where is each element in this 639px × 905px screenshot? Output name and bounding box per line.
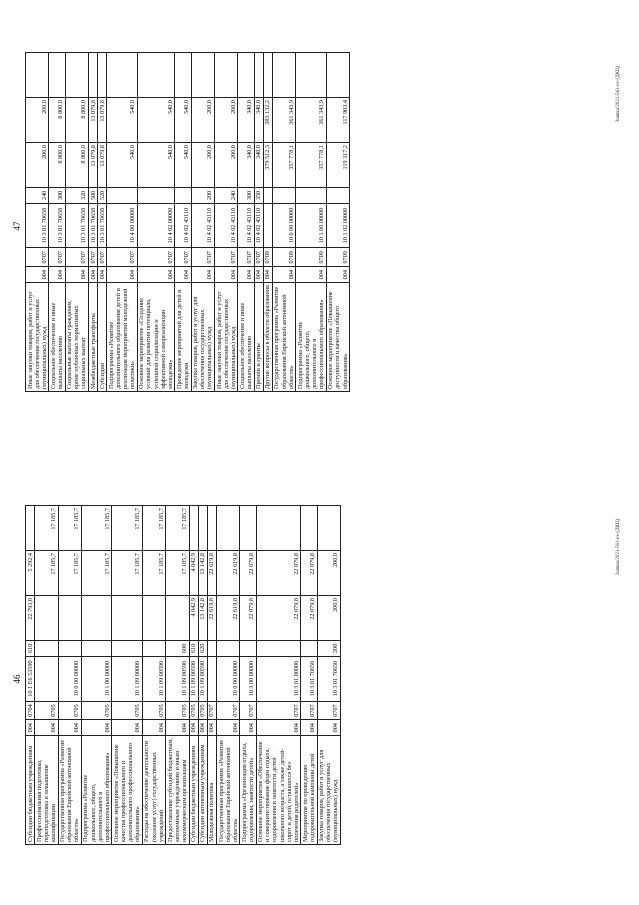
target-article-cell: 10 3 01 70650 [98,203,107,248]
amount-cell: 17 185,7 [112,506,143,551]
amount-cell: 22 079,8 [301,596,317,641]
expense-type-cell: 600 [166,641,189,657]
target-article-cell: 10 1 09 00590 [198,656,207,701]
amount-cell [296,53,327,98]
table-row [272,53,295,392]
ministry-code-cell: 004 [35,720,58,736]
row-name-cell: Подпрограмма «Развитие дошкольного, общего, дополнительного и профессионального образования» [296,283,327,392]
section-code-cell: 0707 [65,248,88,267]
amount-cell [272,53,295,98]
table-row [81,506,112,845]
amount-cell [238,53,254,98]
amount-cell: 383 132,2 [263,98,272,143]
amount-cell: 200,0 [26,98,49,143]
row-name-cell: Проведение мероприятий для детей и молодежи [175,283,191,392]
amount-cell: 4 042,9 [189,551,198,596]
target-article-cell: 10 1 00 00000 [296,203,327,248]
amount-cell: 17 185,7 [166,506,189,551]
expense-type-cell: 320 [65,188,88,204]
amount-cell: 8 800,0 [49,98,65,143]
ministry-code-cell: 004 [317,720,340,736]
amount-cell: 13 079,8 [89,143,98,188]
amount-cell [142,596,165,641]
row-name-cell: Мероприятия по проведению оздоровительной кампании детей [301,736,317,845]
table-row [142,506,165,845]
row-name-cell: Иные закупки товаров, работ и услуг для обеспечения государственных (муниципальных) нужд [215,283,238,392]
section-code-cell: 0707 [215,248,238,267]
target-article-cell: 10 3 01 00000 [256,656,301,701]
target-article-cell: 10 0 00 00000 [272,203,295,248]
expense-type-cell [256,641,301,657]
amount-cell [26,53,49,98]
amount-cell [81,596,112,641]
amount-cell [49,53,65,98]
ministry-code-cell: 004 [26,720,35,736]
page-number: 46 [12,674,22,684]
expense-type-cell [107,188,138,204]
table-row [189,506,198,845]
section-code-cell: 0709 [263,248,272,267]
section-code-cell: 0707 [191,248,214,267]
table-row [254,53,263,392]
row-name-cell: Социальные выплаты гражданам, кроме публичных нормативных социальных выплат [65,283,88,392]
amount-cell [175,53,191,98]
row-name-cell: Государственная программа «Развитие образования Еврейской автономной области» [272,283,295,392]
amount-cell [191,53,214,98]
amount-cell: 200,0 [215,143,238,188]
section-code-cell: 0707 [240,701,256,720]
target-article-cell [35,656,58,701]
amount-cell [256,506,301,551]
table-row [112,506,143,845]
amount-cell: 340,0 [254,98,263,143]
section-code-cell: 0709 [326,248,349,267]
table-row [301,506,317,845]
table-row [296,53,327,392]
ministry-code-cell: 004 [65,267,88,283]
section-code-cell: 0707 [137,248,175,267]
amount-cell: 22 619,8 [207,596,216,641]
expense-type-cell [142,641,165,657]
section-code-cell: 0707 [107,248,138,267]
row-name-cell: Премии и гранты [254,283,263,392]
amount-cell: 22 079,8 [256,551,301,596]
target-article-cell: 10 1 09 00590 [142,656,165,701]
section-code-cell: 0709 [296,248,327,267]
target-article-cell: 10 4 02 43110 [191,203,214,248]
amount-cell [65,53,88,98]
table-row [240,506,256,845]
table-row [107,53,138,392]
ministry-code-cell: 004 [81,720,112,736]
ministry-code-cell: 004 [137,267,175,283]
page-46 [0,453,639,905]
section-code-cell: 0705 [142,701,165,720]
amount-cell: 357 778,1 [272,143,295,188]
target-article-cell: 10 1 09 00590 [189,656,198,701]
expense-type-cell: 500 [89,188,98,204]
row-name-cell: Другие вопросы в области образования [263,283,272,392]
amount-cell: 5 292,4 [26,551,35,596]
amount-cell: 540,0 [107,143,138,188]
row-name-cell: Молодежная политика [207,736,216,845]
amount-cell: 17 185,7 [142,506,165,551]
amount-cell: 540,0 [137,143,175,188]
target-article-cell: 10 1 00 00000 [81,656,112,701]
amount-cell [166,596,189,641]
ministry-code-cell: 004 [238,267,254,283]
amount-cell [207,506,216,551]
amount-cell: 22 079,8 [240,551,256,596]
ministry-code-cell: 004 [296,267,327,283]
row-name-cell: Предоставление субсидий бюджетным, автономным учреждениям и иным некоммерческим организациям [166,736,189,845]
section-code-cell: 0707 [98,248,107,267]
page-footer: Заявка/2021-561-ex-(ДКЦ) [616,518,621,575]
section-code-cell: 0707 [317,701,340,720]
section-code-cell: 0707 [238,248,254,267]
table-row [65,53,88,392]
expense-type-cell [81,641,112,657]
table-row [198,506,207,845]
amount-cell: 4 042,9 [189,596,198,641]
amount-cell: 540,0 [137,98,175,143]
table-row [263,53,272,392]
amount-cell: 13 142,8 [198,551,207,596]
section-code-cell: 0707 [49,248,65,267]
row-name-cell: Подпрограмма «Развитие дошкольного, общего, дополнительного и профессионального образования» [81,736,112,845]
expense-type-cell: 200 [191,188,214,204]
ministry-code-cell: 004 [272,267,295,283]
amount-cell [217,506,240,551]
amount-cell: 340,0 [238,98,254,143]
row-name-cell: Социальное обеспечение и иные выплаты населению [238,283,254,392]
row-name-cell: Субсидии [98,283,107,392]
expense-type-cell: 610 [189,641,198,657]
amount-cell: 357 778,1 [296,143,327,188]
ministry-code-cell: 004 [49,267,65,283]
amount-cell: 17 185,7 [35,506,58,551]
amount-cell [26,506,35,551]
target-article-cell: 10 3 01 70650 [301,656,317,701]
amount-cell: 22 793,0 [26,596,35,641]
budget-table [25,52,350,392]
amount-cell: 13 079,8 [89,98,98,143]
row-name-cell: Профессиональная подготовка, переподготовка и повышение квалификации [35,736,58,845]
target-article-cell: 10 4 02 00000 [137,203,175,248]
ministry-code-cell: 004 [58,720,81,736]
amount-cell: 8 800,0 [65,98,88,143]
target-article-cell: 10 1 Е6 53590 [26,656,35,701]
row-name-cell: Расходы на обеспечение деятельности (оказание услуг) государственных учреждений [142,736,165,845]
ministry-code-cell: 004 [112,720,143,736]
section-code-cell: 0705 [166,701,189,720]
section-code-cell: 0707 [26,248,49,267]
amount-cell: 17 185,7 [81,551,112,596]
amount-cell: 119 317,2 [326,143,349,188]
table-row [137,53,175,392]
section-code-cell: 0707 [254,248,263,267]
row-name-cell: Подпрограмма «Организация отдыха, оздоровления, занятости детей» [240,736,256,845]
amount-cell: 200,0 [317,551,340,596]
amount-cell [301,506,317,551]
ministry-code-cell: 004 [240,720,256,736]
target-article-cell: 10 3 01 70650 [26,203,49,248]
amount-cell: 17 185,7 [35,551,58,596]
expense-type-cell [175,188,191,204]
amount-cell [198,506,207,551]
amount-cell: 17 185,7 [142,551,165,596]
amount-cell: 361 343,9 [272,98,295,143]
target-article-cell: 10 4 00 00000 [107,203,138,248]
table-row [49,53,65,392]
expense-type-cell [58,641,81,657]
expense-type-cell [296,188,327,204]
amount-cell [98,53,107,98]
expense-type-cell [137,188,175,204]
amount-cell: 200,0 [191,143,214,188]
amount-cell: 8 800,0 [65,143,88,188]
target-article-cell: 10 1 09 00590 [166,656,189,701]
expense-type-cell [207,641,216,657]
expense-type-cell: 300 [238,188,254,204]
ministry-code-cell: 004 [254,267,263,283]
amount-cell: 200,0 [191,98,214,143]
expense-type-cell [35,641,58,657]
expense-type-cell: 300 [49,188,65,204]
expense-type-cell [112,641,143,657]
row-name-cell: Основное мероприятие «Повышение доступности и качества общего образования» [326,283,349,392]
amount-cell: 540,0 [175,98,191,143]
section-code-cell: 0707 [175,248,191,267]
table-row [317,506,340,845]
ministry-code-cell: 004 [175,267,191,283]
table-row [26,506,35,845]
section-code-cell: 0705 [112,701,143,720]
target-article-cell [207,656,216,701]
target-article-cell: 10 3 01 70650 [49,203,65,248]
amount-cell [254,53,263,98]
amount-cell: 13 079,8 [98,143,107,188]
section-code-cell: 0704 [26,701,35,720]
table-row [256,506,301,845]
amount-cell [112,596,143,641]
amount-cell [240,506,256,551]
expense-type-cell [263,188,272,204]
row-name-cell: Субсидии автономным учреждениям [198,736,207,845]
target-article-cell: 10 1 02 00000 [326,203,349,248]
amount-cell [89,53,98,98]
ministry-code-cell: 004 [326,267,349,283]
row-name-cell: Субсидии бюджетным учреждениям [189,736,198,845]
expense-type-cell: 240 [215,188,238,204]
table-row [89,53,98,392]
amount-cell: 17 185,7 [166,551,189,596]
ministry-code-cell: 004 [142,720,165,736]
row-name-cell: Иные закупки товаров, работ и услуг для обеспечения государственных (муниципальных) нужд [26,283,49,392]
expense-type-cell [272,188,295,204]
section-code-cell: 0705 [35,701,58,720]
amount-cell: 8 800,0 [49,143,65,188]
expense-type-cell: 240 [26,188,49,204]
ministry-code-cell: 004 [26,267,49,283]
target-article-cell [263,203,272,248]
ministry-code-cell: 004 [217,720,240,736]
target-article-cell: 10 3 01 70650 [65,203,88,248]
amount-cell: 22 079,8 [240,596,256,641]
table-row [217,506,240,845]
amount-cell: 540,0 [175,143,191,188]
amount-cell [215,53,238,98]
amount-cell: 540,0 [107,98,138,143]
table-row [175,53,191,392]
ministry-code-cell: 004 [189,720,198,736]
amount-cell: 200,0 [317,596,340,641]
amount-cell: 340,0 [238,143,254,188]
table-row [166,506,189,845]
page-number: 47 [12,221,22,231]
row-name-cell: Закупка товаров, работ и услуг для обеспечения государственных (муниципальных) нужд [317,736,340,845]
section-code-cell: 0705 [58,701,81,720]
expense-type-cell: 200 [317,641,340,657]
table-row [35,506,58,845]
amount-cell: 117 903,4 [326,98,349,143]
ministry-code-cell: 004 [166,720,189,736]
target-article-cell: 10 4 02 43110 [215,203,238,248]
row-name-cell: Государственная программа «Развитие образования Еврейской автономной области» [217,736,240,845]
expense-type-cell: 350 [254,188,263,204]
row-name-cell: Социальное обеспечение и иные выплаты населению [49,283,65,392]
expense-type-cell [301,641,317,657]
row-name-cell: Закупка товаров, работ и услуг для обеспечения государственных (муниципальных) нужд [191,283,214,392]
amount-cell: 22 619,8 [207,551,216,596]
ministry-code-cell: 004 [198,720,207,736]
target-article-cell: 10 0 00 00000 [58,656,81,701]
table-row [326,53,349,392]
row-name-cell: Государственная программа «Развитие образования Еврейской автономной области» [58,736,81,845]
expense-type-cell: 520 [98,188,107,204]
ministry-code-cell: 004 [215,267,238,283]
target-article-cell: 10 4 02 43110 [238,203,254,248]
table-row [26,53,49,392]
section-code-cell: 0705 [198,701,207,720]
table-row [238,53,254,392]
expense-type-cell [217,641,240,657]
expense-type-cell: 610 [26,641,35,657]
section-code-cell: 0707 [301,701,317,720]
amount-cell: 17 185,7 [58,551,81,596]
table-row [98,53,107,392]
amount-cell: 13 142,8 [198,596,207,641]
section-code-cell: 0707 [217,701,240,720]
page-footer: Заявка/2021-561-ex-(ДКЦ) [616,65,621,122]
amount-cell [35,596,58,641]
amount-cell: 13 079,8 [98,98,107,143]
row-name-cell: Субсидии бюджетным учреждениям [26,736,35,845]
target-article-cell: 10 3 01 70650 [317,656,340,701]
ministry-code-cell: 004 [98,267,107,283]
amount-cell [317,506,340,551]
row-name-cell: Основное мероприятие «Обеспечение и совершенствование форм отдыха, оздоровления и занятости детей школьного возраста, а также детей-сирот и детей, оставшихся без попечения родителей» [256,736,301,845]
ministry-code-cell: 004 [191,267,214,283]
expense-type-cell [240,641,256,657]
section-code-cell: 0705 [189,701,198,720]
target-article-cell: 10 4 02 43110 [175,203,191,248]
target-article-cell: 10 0 00 00000 [217,656,240,701]
amount-cell [137,53,175,98]
ministry-code-cell: 004 [207,720,216,736]
target-article-cell: 10 3 01 70650 [89,203,98,248]
amount-cell: 340,0 [254,143,263,188]
target-article-cell: 10 1 09 00000 [112,656,143,701]
ministry-code-cell: 004 [263,267,272,283]
budget-table [25,505,341,845]
amount-cell: 22 619,8 [217,596,240,641]
ministry-code-cell: 004 [89,267,98,283]
target-article-cell: 10 4 02 43110 [254,203,263,248]
amount-cell: 200,0 [215,98,238,143]
target-article-cell: 10 3 00 00000 [240,656,256,701]
row-name-cell: Межбюджетные трансферты [89,283,98,392]
section-code-cell: 0709 [272,248,295,267]
amount-cell: 17 185,7 [58,506,81,551]
amount-cell: 22 079,8 [301,551,317,596]
amount-cell [189,506,198,551]
amount-cell [107,53,138,98]
expense-type-cell: 620 [198,641,207,657]
amount-cell: 361 343,9 [296,98,327,143]
section-code-cell: 0707 [256,701,301,720]
section-code-cell: 0705 [81,701,112,720]
amount-cell: 200,0 [26,143,49,188]
ministry-code-cell: 004 [256,720,301,736]
amount-cell [326,53,349,98]
ministry-code-cell: 004 [301,720,317,736]
ministry-code-cell: 004 [107,267,138,283]
amount-cell: 379 512,3 [263,143,272,188]
amount-cell [58,596,81,641]
page-47 [0,0,639,452]
amount-cell: 22 079,8 [256,596,301,641]
table-row [58,506,81,845]
amount-cell: 17 185,7 [81,506,112,551]
row-name-cell: Основное мероприятие «Повышение качества профессионального и дополнительного профессионального образования» [112,736,143,845]
amount-cell [263,53,272,98]
section-code-cell: 0707 [89,248,98,267]
table-row [207,506,216,845]
amount-cell: 17 185,7 [112,551,143,596]
section-code-cell: 0707 [207,701,216,720]
amount-cell: 22 619,8 [217,551,240,596]
expense-type-cell [326,188,349,204]
row-name-cell: Подпрограмма «Развитие дополнительного образования детей и реализация мероприятий молодежной политики» [107,283,138,392]
table-row [191,53,214,392]
table-row [215,53,238,392]
row-name-cell: Основное мероприятие «Создание условий для развития потенциала, успешной социализации и эффективной самореализации молодежи» [137,283,175,392]
